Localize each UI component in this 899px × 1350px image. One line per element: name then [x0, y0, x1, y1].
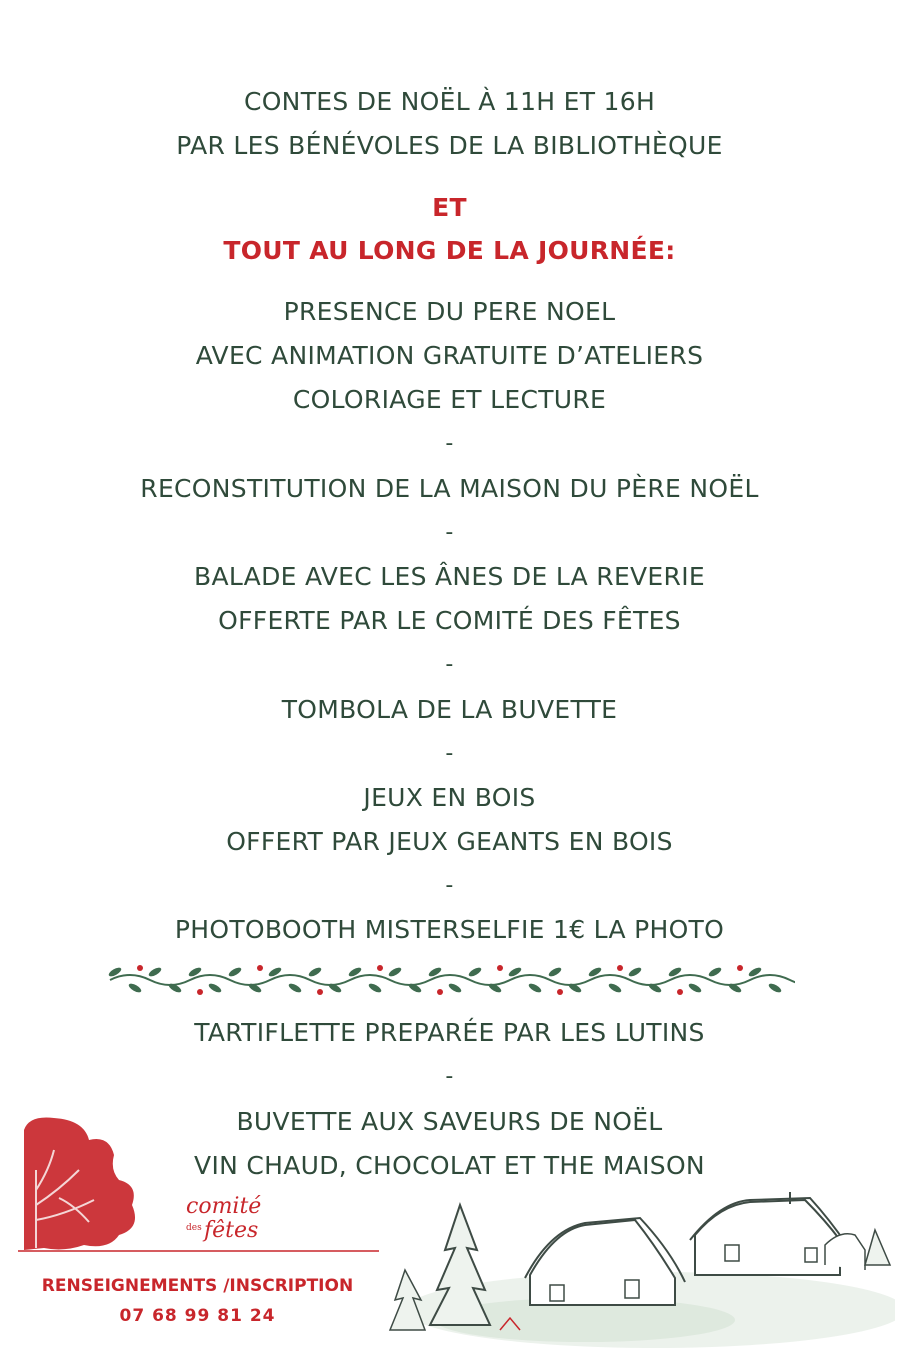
leaf-icon	[707, 966, 722, 978]
highlight-line: ET	[432, 193, 467, 222]
contact-label: RENSEIGNEMENTS /INSCRIPTION	[41, 1276, 354, 1296]
leaf-icon	[447, 982, 462, 994]
event-line: TOMBOLA DE LA BUVETTE	[281, 695, 618, 724]
berry-icon	[617, 965, 623, 971]
leaf-icon	[627, 966, 642, 978]
berry-icon	[677, 989, 683, 995]
separator-dash: -	[445, 1064, 454, 1089]
leaf-icon	[207, 982, 222, 994]
leaf-icon	[547, 966, 562, 978]
berry-icon	[257, 965, 263, 971]
separator-dash: -	[445, 431, 454, 456]
berry-icon	[437, 989, 443, 995]
event-line: AVEC ANIMATION GRATUITE D’ATELIERS	[195, 341, 704, 370]
event-line: PHOTOBOOTH MISTERSELFIE 1€ LA PHOTO	[174, 915, 725, 944]
leaf-icon	[367, 982, 382, 994]
comite-des-fetes-logo	[14, 1110, 384, 1260]
berry-icon	[197, 989, 203, 995]
leaf-icon	[687, 982, 702, 994]
leaf-icon	[767, 982, 782, 994]
event-line: RECONSTITUTION DE LA MAISON DU PÈRE NOËL	[140, 474, 759, 503]
event-line: BUVETTE AUX SAVEURS DE NOËL	[236, 1107, 663, 1136]
separator-dash: -	[445, 652, 454, 677]
snowy-village-illustration	[385, 1190, 895, 1350]
leaf-icon	[527, 982, 542, 994]
leaf-icon	[127, 982, 142, 994]
logo-word-des: des	[186, 1223, 202, 1233]
holly-garland-decoration	[105, 958, 795, 1008]
leaf-icon	[307, 966, 322, 978]
berry-icon	[317, 989, 323, 995]
event-line: BALADE AVEC LES ÂNES DE LA REVERIE	[194, 562, 705, 591]
berry-icon	[377, 965, 383, 971]
leaf-icon	[147, 966, 162, 978]
event-line: VIN CHAUD, CHOCOLAT ET THE MAISON	[194, 1151, 705, 1180]
separator-dash: -	[445, 520, 454, 545]
leaf-icon	[287, 982, 302, 994]
berry-icon	[497, 965, 503, 971]
event-line: OFFERTE PAR LE COMITÉ DES FÊTES	[218, 606, 681, 635]
event-line: PAR LES BÉNÉVOLES DE LA BIBLIOTHÈQUE	[176, 131, 723, 160]
event-line: OFFERT PAR JEUX GEANTS EN BOIS	[226, 827, 673, 856]
garland-stem	[110, 975, 795, 985]
leaf-icon	[227, 966, 242, 978]
highlight-line: TOUT AU LONG DE LA JOURNÉE:	[223, 236, 676, 265]
berry-icon	[557, 989, 563, 995]
berry-icon	[737, 965, 743, 971]
logo-word-fetes: fêtes	[204, 1218, 259, 1243]
event-line: TARTIFLETTE PREPARÉE PAR LES LUTINS	[194, 1018, 705, 1047]
leaf-icon	[607, 982, 622, 994]
leaf-icon	[467, 966, 482, 978]
berry-icon	[137, 965, 143, 971]
logo-word-comite: comité	[186, 1194, 262, 1219]
tree-logo-icon	[14, 1110, 384, 1260]
event-line: COLORIAGE ET LECTURE	[292, 385, 607, 414]
event-line: JEUX EN BOIS	[363, 783, 536, 812]
separator-dash: -	[445, 873, 454, 898]
leaf-icon	[387, 966, 402, 978]
contact-phone: 07 68 99 81 24	[119, 1306, 276, 1326]
event-line: CONTES DE NOËL À 11H ET 16H	[243, 87, 656, 116]
event-line: PRESENCE DU PERE NOEL	[283, 297, 616, 326]
separator-dash: -	[445, 741, 454, 766]
